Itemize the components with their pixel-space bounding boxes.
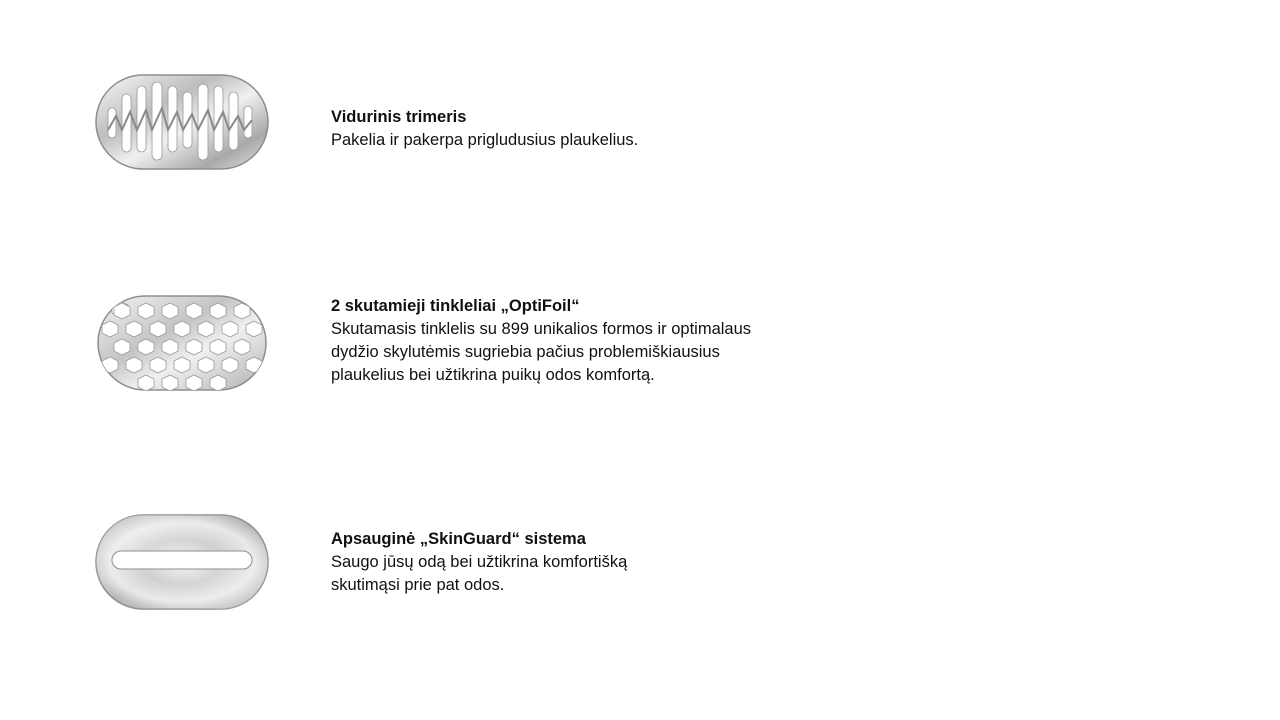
feature-text — [331, 106, 801, 152]
feature-title: 2 skutamieji tinkleliai „OptiFoil“ — [331, 297, 580, 315]
feature-title: Apsauginė „SkinGuard“ sistema — [331, 530, 586, 548]
optifoil-hexagon-foil-icon — [94, 293, 270, 393]
feature-description: Pakelia ir pakerpa prigludusius plaukelius. — [331, 131, 639, 149]
feature-text — [331, 528, 801, 597]
feature-description: Saugo jūsų odą bei užtikrina komfortišką skutimąsi prie pat odos. — [331, 553, 628, 594]
skinguard-slot-icon — [94, 512, 270, 612]
feature-title: Vidurinis trimeris — [331, 108, 467, 126]
feature-text — [331, 295, 801, 387]
feature-description: Skutamasis tinklelis su 899 unikalios formos ir optimalaus dydžio skylutėmis sugriebia pačius problemiškiausius plaukelius bei užtikrina puikų odos komfortą. — [331, 320, 752, 384]
middle-trimmer-icon — [94, 72, 270, 172]
